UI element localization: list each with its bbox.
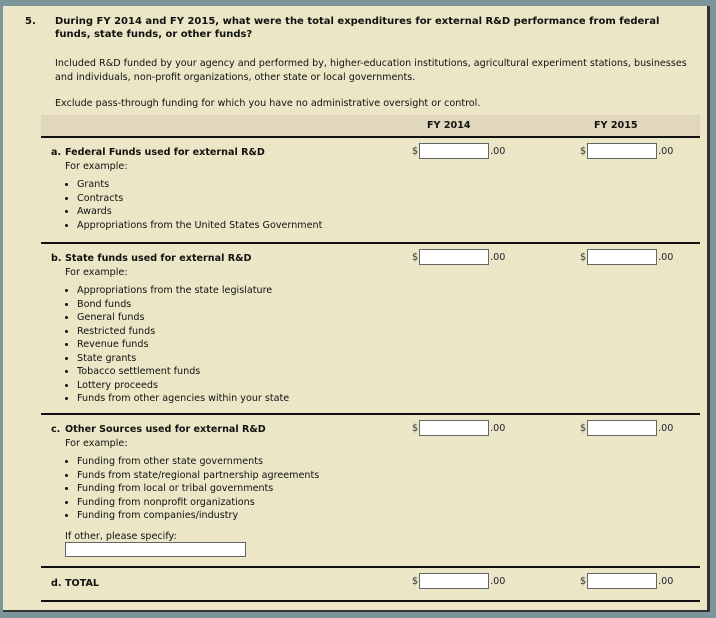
amount-input-fy2014[interactable] [419,420,489,436]
row-divider [41,600,700,602]
row-sub: For example: [65,438,128,449]
amount-input-fy2015[interactable] [587,420,657,436]
amount-fy2014 [412,572,505,590]
list-item: • Funding from nonprofit organizations [77,496,319,510]
cents-label: .00 [490,251,506,263]
list-item: • Contracts [77,192,322,206]
row-sub: For example: [65,267,128,278]
cents-label: .00 [490,145,506,157]
amount-input-fy2015[interactable] [587,143,657,159]
dollar-sign: $ [580,422,587,434]
amount-fy2014 [412,248,505,266]
cents-label: .00 [658,251,674,263]
amount-input-fy2015[interactable] [587,573,657,589]
row-divider [41,566,700,568]
amount-input-fy2014[interactable] [419,573,489,589]
cents-label: .00 [490,422,506,434]
row-letter: a. [51,147,62,158]
list-item: • Appropriations from the United States Government [77,219,322,233]
cents-label: .00 [658,575,674,587]
list-item: • Funding from companies/industry [77,509,319,523]
list-item: • Restricted funds [77,325,289,339]
list-item: • Grants [77,178,322,192]
amount-fy2014 [412,142,505,160]
list-item: • Bond funds [77,298,289,312]
col-fy2015: FY 2015 [594,120,638,131]
amount-input-fy2014[interactable] [419,249,489,265]
row-label: TOTAL [65,578,100,589]
amount-fy2015 [580,142,673,160]
col-fy2014: FY 2014 [427,120,471,131]
dollar-sign: $ [580,251,587,263]
row-label: Federal Funds used for external R&D [65,147,265,158]
amount-fy2015 [580,572,673,590]
list-item: • Funding from local or tribal governments [77,482,319,496]
question-note-include: Included R&D funded by your agency and performed by, higher-education institutions, agricultural experiment stations, businesses and individuals, non-profit organizations, other state or local governments. [55,58,687,83]
list-item: • Funding from other state governments [77,455,319,469]
row-letter: d. [51,578,62,589]
list-item: • Appropriations from the state legislature [77,284,289,298]
specify-input[interactable] [65,542,246,557]
cents-label: .00 [658,422,674,434]
example-list [65,178,322,232]
cents-label: .00 [490,575,506,587]
example-list [65,455,319,523]
row-label: State funds used for external R&D [65,253,252,264]
list-item: • State grants [77,352,289,366]
list-item: • Awards [77,205,322,219]
cents-label: .00 [658,145,674,157]
list-item: • Lottery proceeds [77,379,289,393]
row-label: Other Sources used for external R&D [65,424,266,435]
amount-fy2015 [580,419,673,437]
row-divider [41,413,700,415]
example-list [65,284,289,406]
question-note-exclude: Exclude pass-through funding for which you have no administrative oversight or control. [55,98,481,109]
dollar-sign: $ [412,575,419,587]
question-number: 5. [25,16,36,27]
row-sub: For example: [65,161,128,172]
list-item: • Revenue funds [77,338,289,352]
row-letter: b. [51,253,62,264]
column-header [41,115,700,138]
list-item: • Funds from state/regional partnership agreements [77,469,319,483]
dollar-sign: $ [580,145,587,157]
dollar-sign: $ [580,575,587,587]
list-item: • General funds [77,311,289,325]
dollar-sign: $ [412,145,419,157]
list-item: • Tobacco settlement funds [77,365,289,379]
specify-label: If other, please specify: [65,531,177,542]
amount-fy2014 [412,419,505,437]
dollar-sign: $ [412,422,419,434]
amount-input-fy2014[interactable] [419,143,489,159]
question-panel [3,6,710,612]
list-item: • Funds from other agencies within your state [77,392,289,406]
question-title: During FY 2014 and FY 2015, what were the total expenditures for external R&D performance from federal funds, state funds, or other funds? [55,16,660,40]
row-letter: c. [51,424,61,435]
amount-fy2015 [580,248,673,266]
amount-input-fy2015[interactable] [587,249,657,265]
row-divider [41,242,700,244]
dollar-sign: $ [412,251,419,263]
